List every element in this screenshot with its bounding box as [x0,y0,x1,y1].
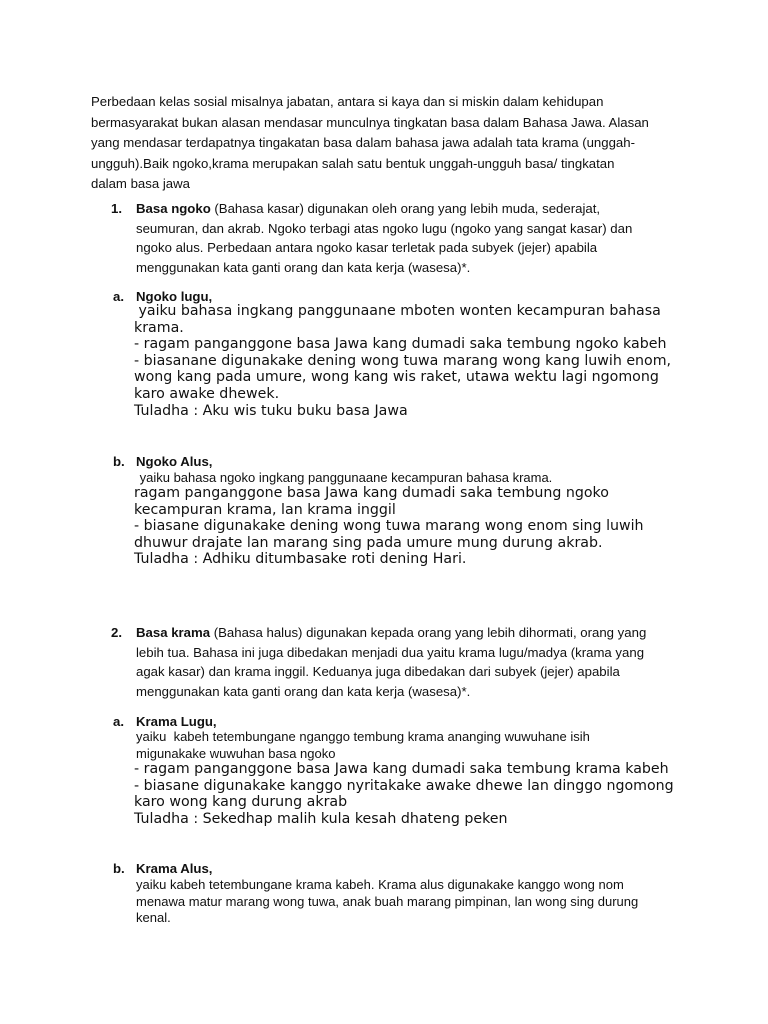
body-line: - biasane digunakake kanggo nyritakake awake dhewe lan dinggo ngomong [134,777,674,794]
list-letter-a: a. [113,289,124,304]
body-line: migunakake wuwuhan basa ngoko [136,745,336,761]
body-line: kecampuran krama, lan krama inggil [134,501,396,518]
ngoko-alus-body [134,485,644,568]
body-line: yaiku kabeh tetembungane nganggo tembung krama ananging wuwuhane isih [136,729,590,744]
intro-paragraph [91,92,681,195]
krama-lugu-intro [136,729,590,762]
section-first-line-text: (Bahasa kasar) digunakan oleh orang yang lebih muda, sederajat, [210,201,601,216]
body-line: karo wong kang durung akrab [134,794,348,811]
section-first-line-text: (Bahasa halus) digunakan kepada orang yang lebih dihormati, orang yang [210,625,647,640]
list-number-1: 1. [111,201,122,216]
section-first-line [136,199,676,219]
section-line: lebih tua. Bahasa ini juga dibedakan menjadi dua yaitu krama lugu/madya (krama yang [136,644,645,660]
list-letter-b: b. [113,861,125,876]
section-line: agak kasar) dan krama inggil. Keduanya juga dibedakan dari subyek (jejer) apabila [136,664,620,680]
intro-line: Perbedaan kelas sosial misalnya jabatan, antara si kaya dan si miskin dalam kehidupan [91,94,604,109]
section-first-line [136,623,676,643]
subsection-title: Ngoko Alus, [136,454,213,469]
intro-line: bermasyarakat bukan alasan mendasar munculnya tingkatan basa dalam Bahasa Jawa. Alasan [91,114,649,130]
body-line: menawa matur marang wong tuwa, anak buah marang pimpinan, lan wong sing durung [136,893,639,909]
body-line: - ragam panganggone basa Jawa kang dumadi saka tembung krama kabeh [134,761,669,777]
body-line: ragam panganggone basa Jawa kang dumadi saka tembung ngoko [134,485,609,501]
krama-lugu-body [134,761,674,827]
body-line: wong kang pada umure, wong kang wis raket, utawa wektu lagi ngomong [134,369,659,386]
body-line: karo awake dhewek. [134,385,280,402]
intro-line: yang mendasar terdapatnya tingakatan basa dalam bahasa jawa adalah tata krama (unggah- [91,135,635,151]
body-line: - ragam panganggone basa Jawa kang dumadi saka tembung ngoko kabeh [134,336,667,353]
body-line: - biasanane digunakake dening wong tuwa marang wong kang luwih enom, [134,352,672,369]
subsection-title: Krama Lugu, [136,714,217,729]
body-line: yaiku bahasa ingkang panggunaane mboten wonten kecampuran bahasa [134,303,661,319]
body-line: krama. [134,319,184,336]
body-line: kenal. [136,910,171,925]
subsection-title: Ngoko lugu, [136,289,213,304]
example-line: Tuladha : Adhiku ditumbasake roti dening Hari. [134,551,467,568]
section-line: seumuran, dan akrab. Ngoko terbagi atas ngoko lugu (ngoko yang sangat kasar) dan [136,220,633,236]
section-basa-ngoko [136,199,676,277]
section-line: menggunakan kata ganti orang dan kata kerja (wasesa)*. [136,259,471,275]
subsection-title: Krama Alus, [136,861,213,876]
body-line: - biasane digunakake dening wong tuwa marang wong enom sing luwih [134,518,644,535]
intro-line: dalam basa jawa [91,176,190,192]
section-line: menggunakan kata ganti orang dan kata kerja (wasesa)*. [136,683,471,699]
body-line: yaiku bahasa ngoko ingkang panggunaane kecampuran bahasa krama. [136,470,553,485]
intro-line: ungguh).Baik ngoko,krama merupakan salah satu bentuk unggah-ungguh basa/ tingkatan [91,155,615,171]
section-title: Basa krama [136,625,211,640]
list-letter-a: a. [113,714,124,729]
ngoko-lugu-body [134,303,671,419]
krama-alus-body [136,877,638,927]
section-title: Basa ngoko [136,201,211,216]
example-line: Tuladha : Sekedhap malih kula kesah dhateng peken [134,810,508,827]
section-line: ngoko alus. Perbedaan antara ngoko kasar terletak pada subyek (jejer) apabila [136,240,598,256]
section-basa-krama [136,623,676,701]
body-line: yaiku kabeh tetembungane krama kabeh. Krama alus digunakake kanggo wong nom [136,877,624,892]
list-number-2: 2. [111,625,122,640]
list-letter-b: b. [113,454,125,469]
body-line: dhuwur drajate lan marang sing pada umure mung durung akrab. [134,534,603,551]
example-line: Tuladha : Aku wis tuku buku basa Jawa [134,402,408,419]
